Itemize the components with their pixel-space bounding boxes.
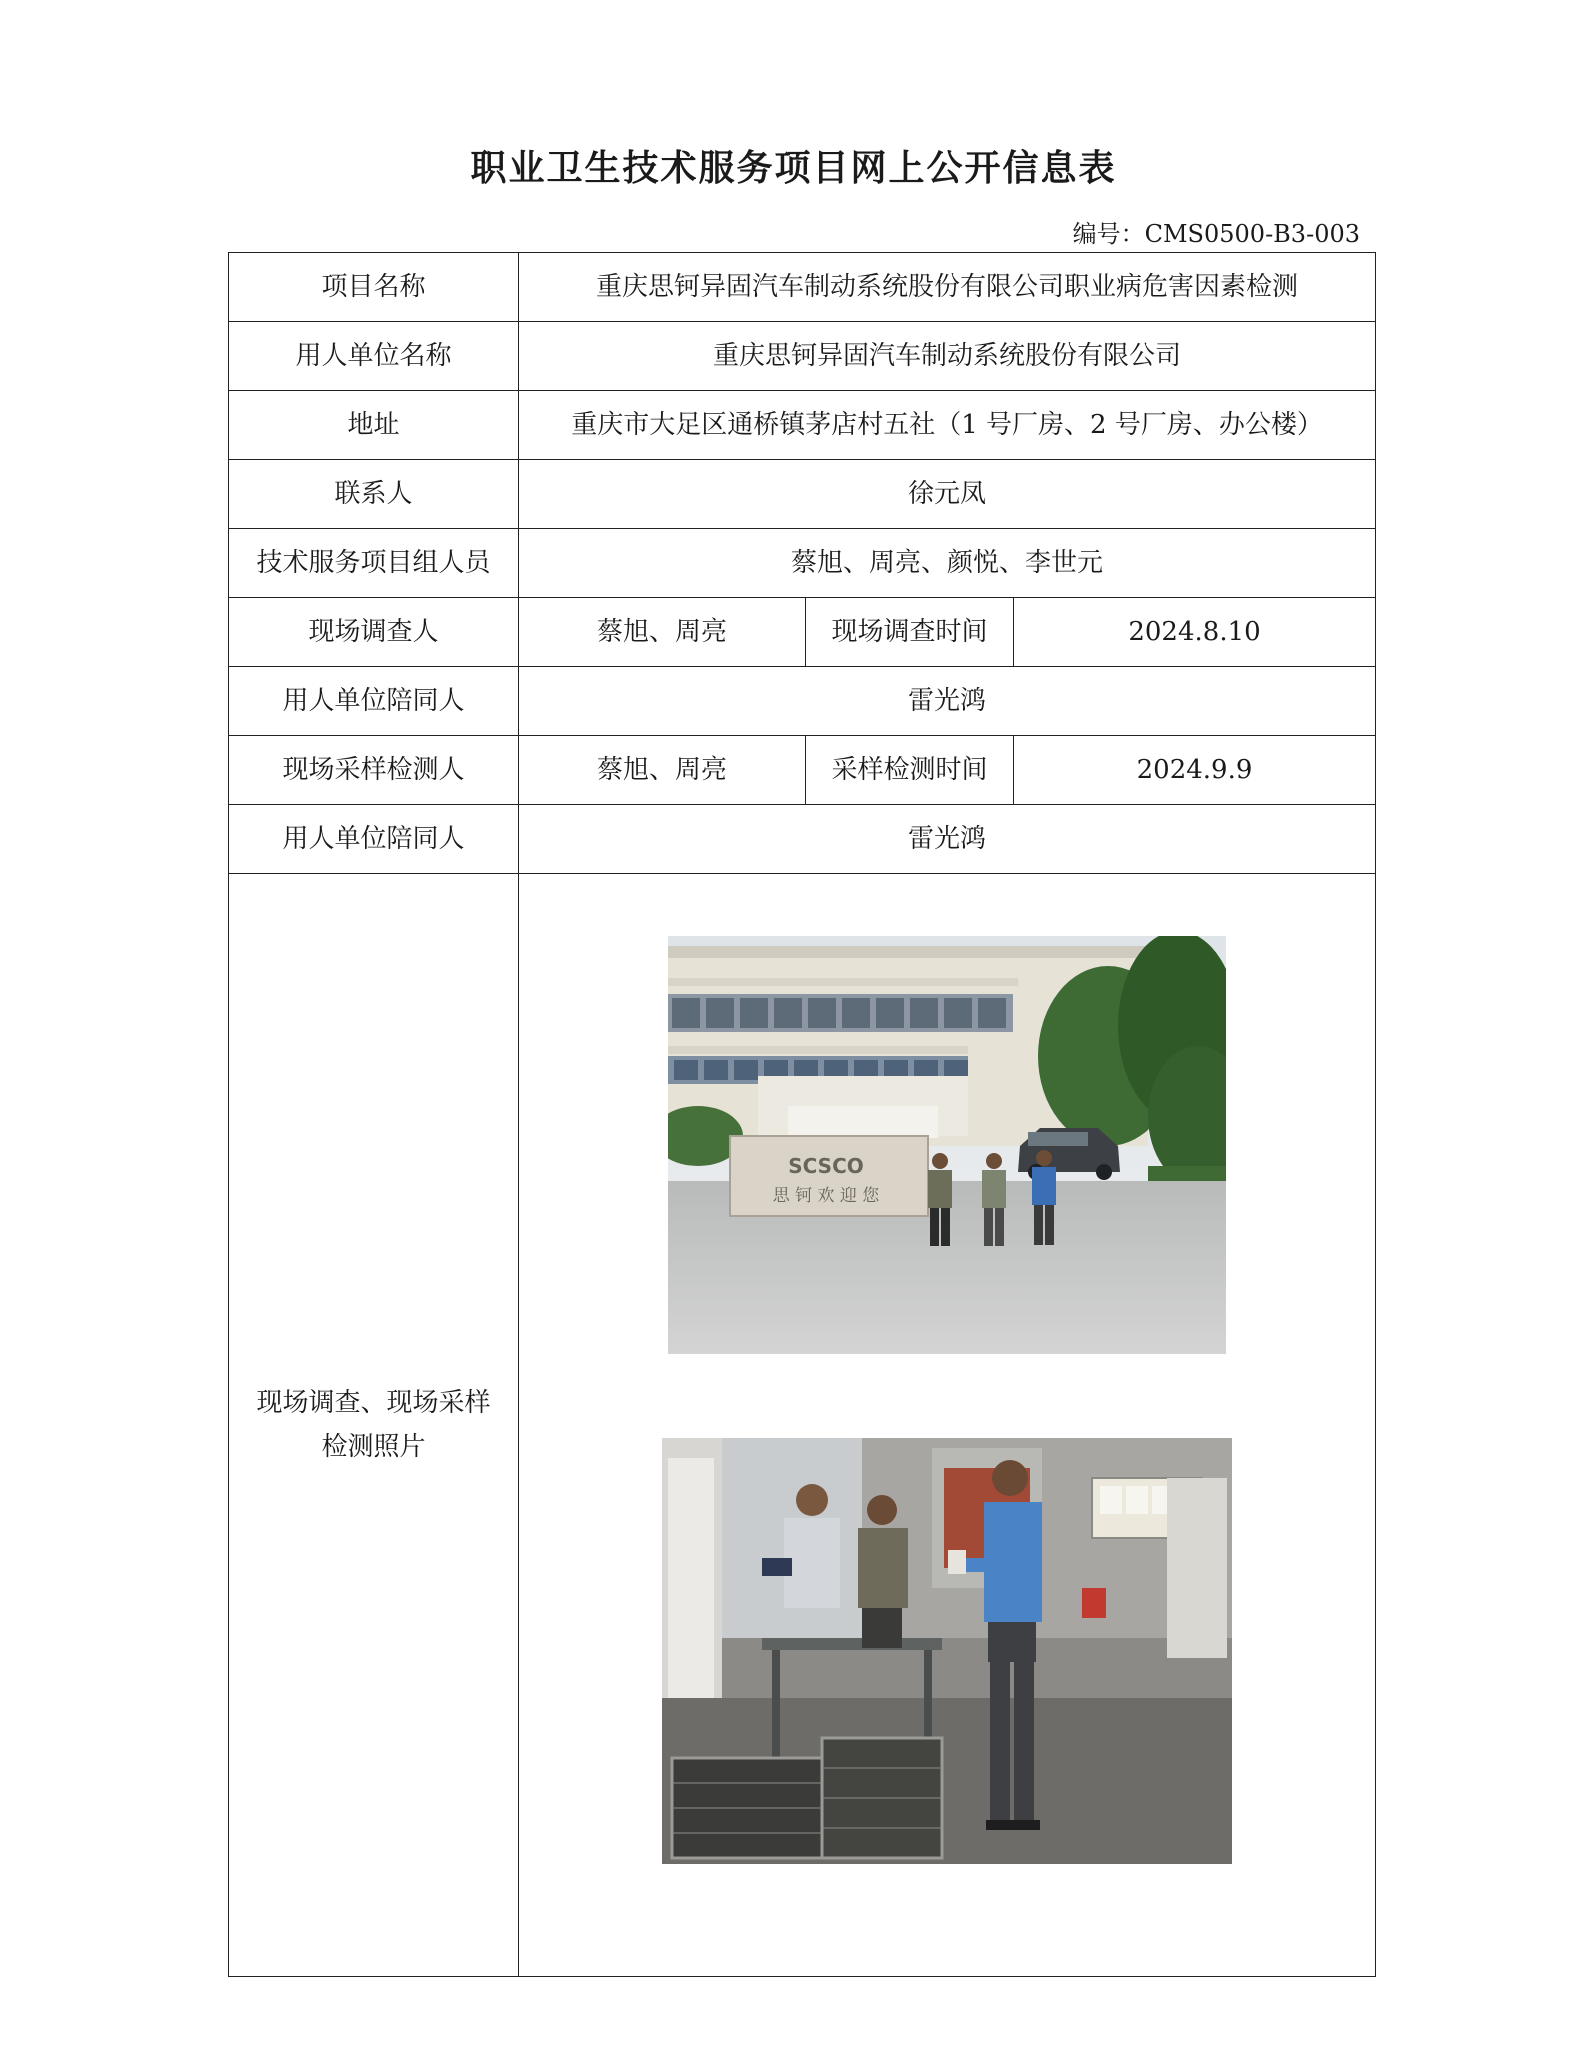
info-table	[228, 252, 1376, 1977]
site-survey-time-label: 现场调查时间	[806, 598, 1014, 667]
table-row	[229, 667, 1376, 736]
site-survey-time-value: 2024.8.10	[1014, 598, 1376, 667]
contact-value: 徐元凤	[519, 460, 1376, 529]
table-row	[229, 529, 1376, 598]
sign-text: 思 钶 欢 迎 您	[772, 1186, 880, 1206]
employer-name-value: 重庆思钶异固汽车制动系统股份有限公司	[519, 322, 1376, 391]
table-row	[229, 391, 1376, 460]
contact-label: 联系人	[229, 460, 519, 529]
table-row	[229, 322, 1376, 391]
table-row	[229, 598, 1376, 667]
document-title: 职业卫生技术服务项目网上公开信息表	[470, 147, 1117, 189]
entrance-photo	[668, 936, 1226, 1354]
site-sampling-time-label: 采样检测时间	[806, 736, 1014, 805]
document-number: 编号：CMS0500-B3-003	[1072, 220, 1360, 248]
table-row	[229, 460, 1376, 529]
project-name-value: 重庆思钶异固汽车制动系统股份有限公司职业病危害因素检测	[519, 253, 1376, 322]
survey-escort-value: 雷光鸿	[519, 667, 1376, 736]
employer-name-label: 用人单位名称	[229, 322, 519, 391]
sign-logo: SCSCO	[788, 1154, 864, 1178]
sampling-escort-value: 雷光鸿	[519, 805, 1376, 874]
site-sampling-time-value: 2024.9.9	[1014, 736, 1376, 805]
table-row	[229, 253, 1376, 322]
photos-label: 现场调查、现场采样检测照片	[229, 874, 519, 1977]
site-survey-label: 现场调查人	[229, 598, 519, 667]
site-survey-value: 蔡旭、周亮	[519, 598, 806, 667]
address-label: 地址	[229, 391, 519, 460]
site-sampling-label: 现场采样检测人	[229, 736, 519, 805]
workshop-sampling-photo	[662, 1438, 1232, 1864]
team-members-label: 技术服务项目组人员	[229, 529, 519, 598]
team-members-value: 蔡旭、周亮、颜悦、李世元	[519, 529, 1376, 598]
site-sampling-value: 蔡旭、周亮	[519, 736, 806, 805]
address-value: 重庆市大足区通桥镇茅店村五社（1 号厂房、2 号厂房、办公楼）	[519, 391, 1376, 460]
project-name-label: 项目名称	[229, 253, 519, 322]
survey-escort-label: 用人单位陪同人	[229, 667, 519, 736]
photos-cell	[519, 874, 1376, 1977]
table-row	[229, 805, 1376, 874]
sampling-escort-label: 用人单位陪同人	[229, 805, 519, 874]
table-row	[229, 874, 1376, 1977]
table-row	[229, 736, 1376, 805]
